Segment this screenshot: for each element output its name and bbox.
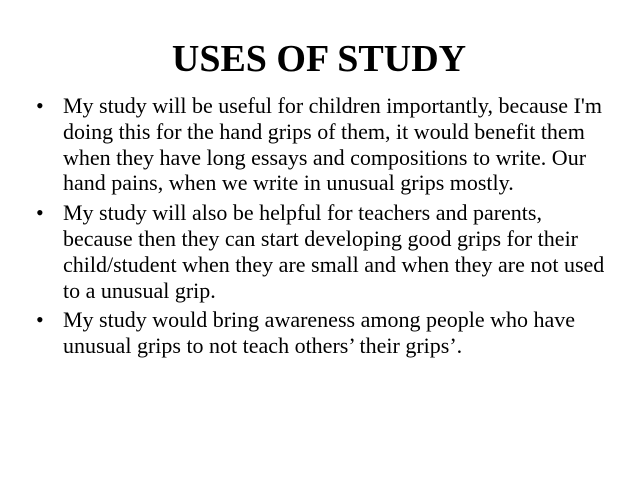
bullet-item: [36, 200, 611, 303]
bullet-dot-icon: •: [36, 307, 44, 333]
bullet-text: My study will be useful for children importantly, because I'm doing this for the hand grips of them, it would benefit them when they have long essays and compositions to write. Our hand pains, when we write in unusual grips mostly.: [63, 93, 602, 196]
bullet-text: My study will also be helpful for teachers and parents, because then they can start developing good grips for their child/student when they are small and when they are not used to a unusual grip.: [63, 200, 605, 303]
bullet-list: [36, 93, 611, 363]
bullet-dot-icon: •: [36, 200, 44, 226]
bullet-item: [36, 307, 611, 359]
bullet-dot-icon: •: [36, 93, 44, 118]
bullet-item: [36, 93, 611, 196]
slide-title: USES OF STUDY: [171, 38, 467, 80]
bullet-text: My study would bring awareness among people who have unusual grips to not teach others’ their grips’.: [63, 307, 576, 359]
